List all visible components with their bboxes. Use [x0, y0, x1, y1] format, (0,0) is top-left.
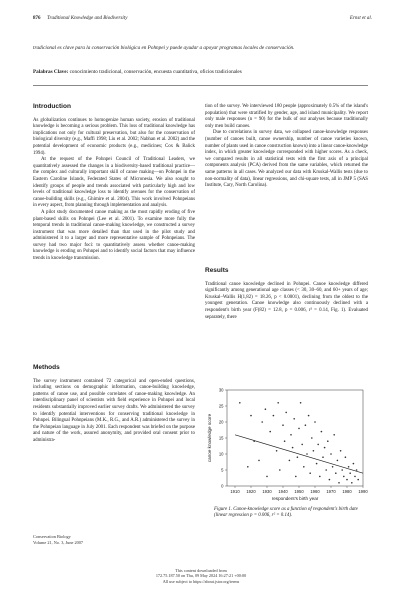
divider [33, 85, 368, 86]
data-point [290, 434, 292, 436]
data-point [295, 476, 297, 478]
intro-paragraph-2: At the request of the Pohnpei Council of Traditional Leaders, we quantitatively assessed the changes in a biodiversity-based traditional practice—the complex and culturally important skill of canoe making—on Pohnpei in the Eastern Caroline Islands, Federated States of Micronesia. We also sought to identify groups of people and trends associated with particularly high and low levels of traditional knowledge loss to identify avenues for the conservation of canoe-building skills (e.g., Ghimire et al. 2004). This work involved Pohnpeians in every aspect, from planning through implementation and analysis. [33, 157, 195, 209]
scatter-plot [205, 386, 368, 504]
data-point [258, 460, 260, 462]
introduction-heading: Introduction [33, 103, 71, 110]
y-tick-label: 10 [218, 451, 224, 457]
data-point [300, 402, 302, 404]
data-point [308, 415, 310, 417]
intro-paragraph-3: A pilot study documented canoe making as the most rapidly eroding of five plant-based skills on Pohnpei (Lee et al. 2001). To examine more fully the temporal trends in traditional canoe-making knowledge, we constructed a survey instrument that was more detailed than that used in the pilot study and administered it to a larger and more representative sample of Pohnpeians. The survey had two major foci: to quantitatively assess whether canoe-making knowledge is eroding on Pohnpei and to identify social factors that may influence trends in knowledge transmission. [33, 209, 195, 262]
results-heading: Results [205, 267, 229, 274]
data-point [247, 466, 249, 468]
data-point [332, 466, 334, 468]
download-line-2: 172.75.187.50 on Thu, 09 May 2024 16:27:21 +00:00 [155, 573, 247, 579]
figure-1-chart [205, 386, 368, 504]
plot-frame [227, 390, 363, 486]
data-point [354, 476, 356, 478]
data-point [346, 479, 348, 481]
download-line-3: All use subject to https://about.jstor.org/terms [162, 578, 240, 584]
data-point [269, 431, 271, 433]
data-point [340, 450, 342, 452]
keywords [33, 69, 363, 76]
data-point [301, 444, 303, 446]
data-point [273, 415, 275, 417]
data-point [335, 472, 337, 474]
data-point [341, 469, 343, 471]
data-point [311, 437, 313, 439]
x-tick-label: 1940 [278, 489, 288, 494]
x-tick-label: 1910 [230, 489, 240, 494]
download-notice [0, 568, 402, 584]
data-point [345, 456, 347, 458]
keywords-label: Palabras Clave: [33, 69, 69, 75]
data-point [337, 460, 339, 462]
y-tick-label: 5 [221, 467, 224, 473]
running-authors: Ernst et al. [349, 16, 372, 21]
x-tick-label: 1980 [342, 489, 352, 494]
data-point [282, 424, 284, 426]
data-point [330, 453, 332, 455]
data-point [356, 469, 358, 471]
data-point [322, 456, 324, 458]
x-tick-label: 1950 [294, 489, 304, 494]
data-point [313, 450, 315, 452]
y-tick-label: 0 [221, 483, 224, 489]
data-point [317, 444, 319, 446]
keywords-text: conocimiento tradicional, conservación, encuesta cuantitativa, oficios tradicionales [69, 69, 242, 75]
download-line-1: This content downloaded from [175, 568, 227, 573]
data-point [321, 431, 323, 433]
data-point [276, 450, 278, 452]
data-point [319, 476, 321, 478]
y-tick-label: 20 [218, 419, 224, 425]
introduction-section [33, 104, 195, 263]
data-point [306, 453, 308, 455]
intro-paragraph-1: As globalization continues to homogenize human society, erosion of traditional knowledge is becoming a serious problem. This loss of traditional knowledge has implications not only for cultural preservation, but also for the conservation of biological diversity (e.g., Maffi 1998; Liu et al. 2002; Nabhan et al. 2002) and the potential development of economic products (e.g., medicines; Cox & Balick 1994). [33, 117, 195, 156]
right-paragraph-1: tion of the survey. We interviewed 180 people (approximately 0.5% of the island's population) that were stratified by gender, age, and island municipality. We report only male responses (n = 90) for the bulk of our analyses because traditionally only men build canoes. [205, 104, 368, 129]
data-point [351, 482, 353, 484]
data-point [293, 418, 295, 420]
data-point [279, 469, 281, 471]
data-point [239, 402, 241, 404]
data-point [305, 424, 307, 426]
figure-caption: Figure 1. Canoe-knowledge score as a function of respondent's birth date (linear regression p = 0.006, r² = 0.14). [214, 507, 358, 519]
data-point [298, 428, 300, 430]
data-point [314, 421, 316, 423]
journal-title: Traditional Knowledge and Biodiversity [47, 16, 128, 21]
y-tick-label: 25 [218, 403, 224, 409]
data-point [333, 434, 335, 436]
footer-volume: Volume 21, No. 3, June 2007 [33, 539, 84, 545]
x-tick-label: 1960 [310, 489, 320, 494]
data-point [327, 440, 329, 442]
x-tick-label: 1990 [358, 489, 368, 494]
data-point [261, 421, 263, 423]
data-point [309, 472, 311, 474]
data-point [284, 440, 286, 442]
methods-paragraph-1: The survey instrument contained 72 categorical and open-ended questions, including sections on demographic information, canoe-building knowledge, patterns of canoe use, and possible correlates of canoe-making knowledge. An interdisciplinary panel of scientists with field experience in Pohnpei and local residents substantially improved earlier survey drafts. We administered the survey to identify potential interventions for conserving traditional knowledge in Pohnpei. Bilingual Pohnpeians (M.K., R.G., and A.R.) administered the survey in the Pohnpeian language in July 2001. Each respondent was briefed on the purpose and nature of the work, assured anonymity, and provided oral consent prior to administra- [33, 378, 195, 443]
data-point [277, 402, 279, 404]
data-point [303, 466, 305, 468]
data-point [353, 463, 355, 465]
data-point [338, 482, 340, 484]
data-point [349, 472, 351, 474]
x-tick-label: 1930 [262, 489, 272, 494]
right-paragraph-2: Due to correlations in survey data, we collapsed canoe-knowledge responses (number of canoes built, canoe ownership, number of canoe varieties known, number of plants used in canoe construction known) into a linear canoe-knowledge index, in which greater knowledge corresponded with higher scores. As a check, we compared results in all statistical tests with the first axis of a principal components analysis (PCA) derived from the same variables, which returned the same patterns in all cases. We analyzed our data with Kruskal-Wallis tests (due to non-normality of data), linear regressions, and chi-square tests, all in JMP 5 (SAS Institute, Cary, North Carolina). [205, 130, 368, 189]
running-header [33, 16, 372, 26]
data-point [297, 456, 299, 458]
x-tick-label: 1920 [246, 489, 256, 494]
abstract-tail: tradicional es clave para la conservación biológica en Pohnpei y puede ayudar a apoyar programas locales de conservación. [33, 45, 295, 51]
data-point [348, 466, 350, 468]
x-tick-label: 1970 [326, 489, 336, 494]
data-point [289, 460, 291, 462]
data-point [265, 408, 267, 410]
data-point [329, 479, 331, 481]
data-point [292, 447, 294, 449]
data-point [357, 479, 359, 481]
x-axis-label: respondent's birth year [271, 496, 319, 501]
data-point [325, 469, 327, 471]
page-number: 876 [33, 16, 41, 21]
y-axis-label: canoe knowledge score [207, 413, 212, 463]
results-section [205, 268, 368, 321]
regression-line [235, 435, 363, 473]
footer-journal: Conservation Biology [33, 534, 71, 539]
data-point [250, 415, 252, 417]
methods-section [33, 365, 195, 445]
data-point [343, 476, 345, 478]
data-point [285, 412, 287, 414]
data-point [316, 463, 318, 465]
data-point [266, 476, 268, 478]
methods-continued [205, 104, 368, 190]
journal-footer [33, 534, 83, 545]
methods-heading: Methods [33, 364, 60, 371]
data-point [324, 447, 326, 449]
y-tick-label: 30 [218, 387, 224, 393]
y-tick-label: 15 [218, 435, 224, 441]
results-paragraph-1: Traditional canoe knowledge declined in Pohnpei. Canoe knowledge differed significantly among generational age classes (< 30, 30–60, and 60+ years of age; Kruskal–Wallis H(1,82) = 18.26, p < 0.0001), declining from the oldest to the youngest generation. Canoe knowledge also continuously declined with a respondent's birth year (F(82) = 12.8, p = 0.006, r² = 0.14, Fig. 1). Evaluated separately, there [205, 281, 368, 320]
